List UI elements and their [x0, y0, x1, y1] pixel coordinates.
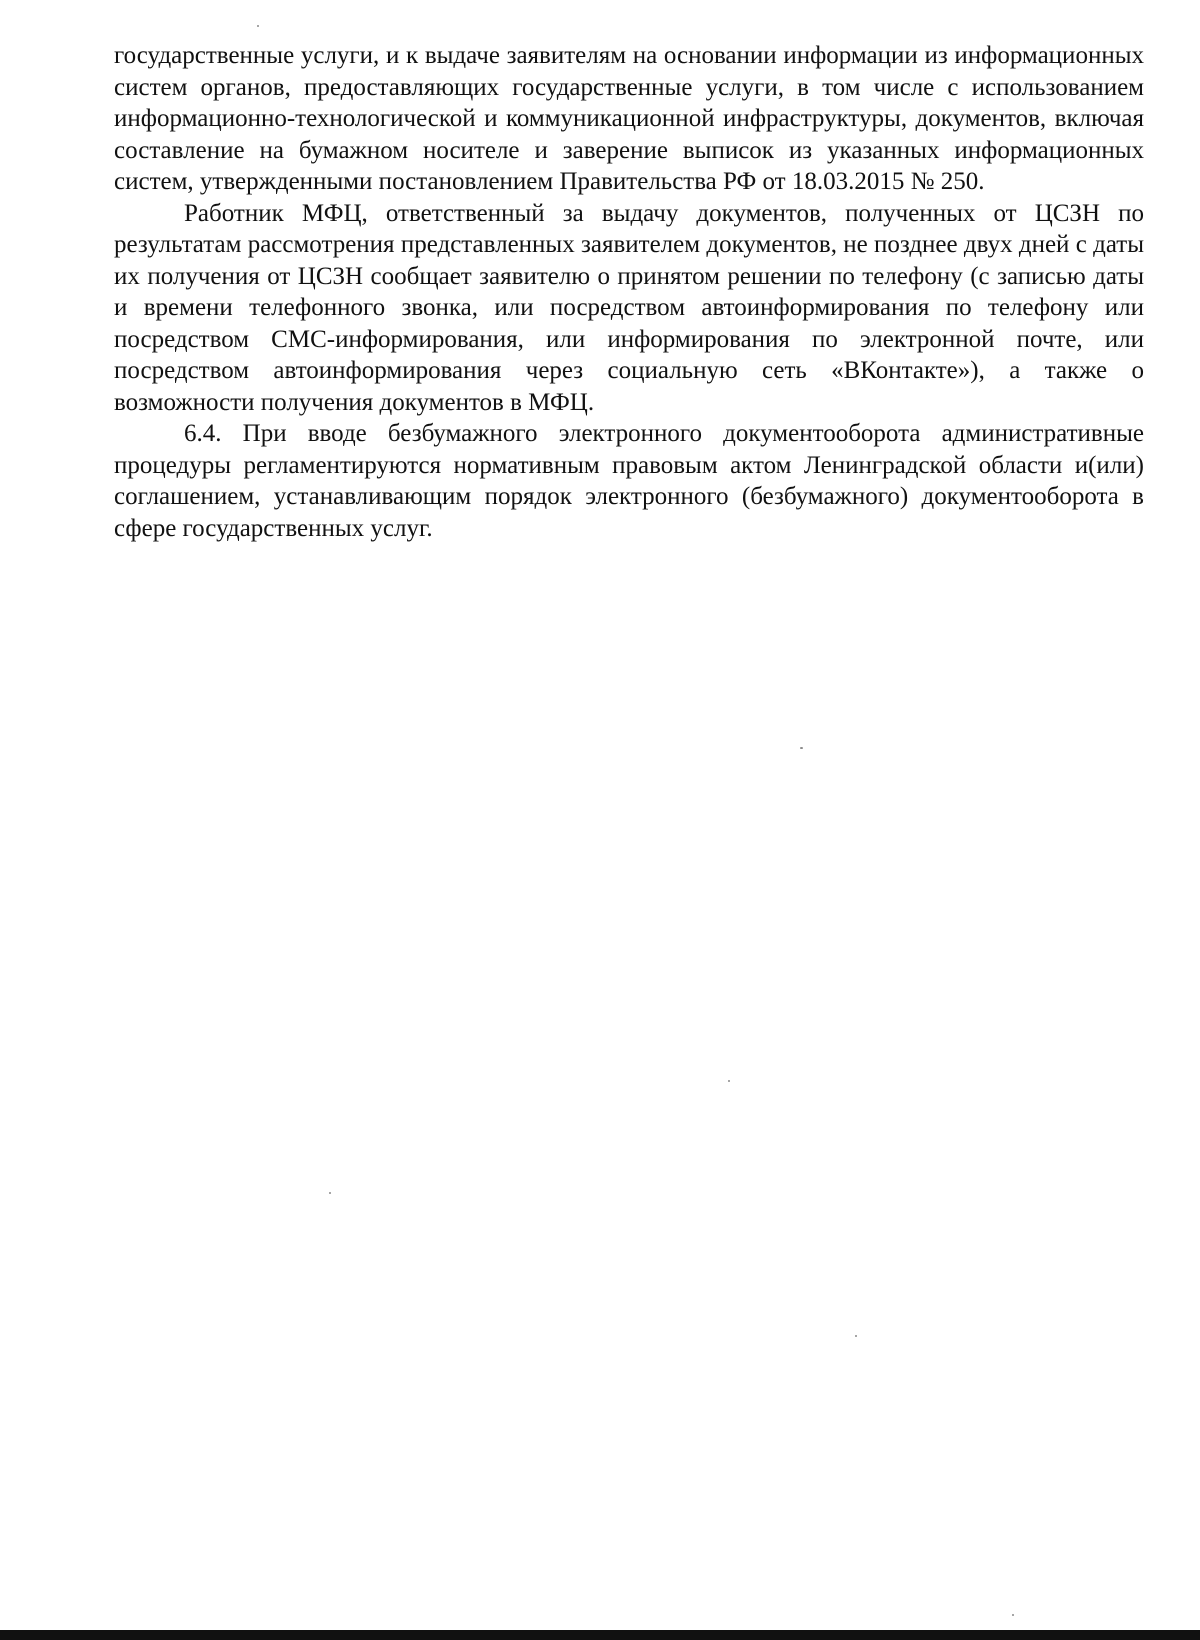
- scan-edge-bar: [0, 1630, 1200, 1640]
- paragraph-continuation: государственные услуги, и к выдаче заявителям на основании информации из информационных систем органов, предоставляющих государственные услуги, в том числе с использованием информационно-технологической и коммуникационной инфраструктуры, документов, включая составление на бумажном носителе и заверение выписок из указанных информационных систем, утвержденными постановлением Правительства РФ от 18.03.2015 № 250.: [114, 42, 1144, 195]
- paragraph-mfc-worker: Работник МФЦ, ответственный за выдачу документов, полученных от ЦСЗН по результатам рассмотрения представленных заявителем документов, не позднее двух дней с даты их получения от ЦСЗН сообщает заявителю о принятом решении по телефону (с записью даты и времени телефонного звонка, или посредством автоинформирования по телефону или посредством СМС-информирования, или информирования по электронной почте, или посредством автоинформирования через социальную сеть «ВКонтакте»), а также о возможности получения документов в МФЦ.: [114, 199, 1144, 416]
- scan-speck: [855, 1335, 857, 1337]
- scan-speck: [800, 747, 803, 749]
- paragraph-6-4: 6.4. При вводе безбумажного электронного документооборота административные процедуры регламентируются нормативным правовым актом Ленинградской области и(или) соглашением, устанавливающим порядок электронного (безбумажного) документооборота в сфере государственных услуг.: [114, 420, 1144, 542]
- scan-speck: [728, 1080, 730, 1082]
- scan-speck: [257, 25, 259, 27]
- scan-speck: [329, 1192, 331, 1194]
- scan-speck: [1012, 1614, 1014, 1616]
- document-body: [114, 40, 1144, 544]
